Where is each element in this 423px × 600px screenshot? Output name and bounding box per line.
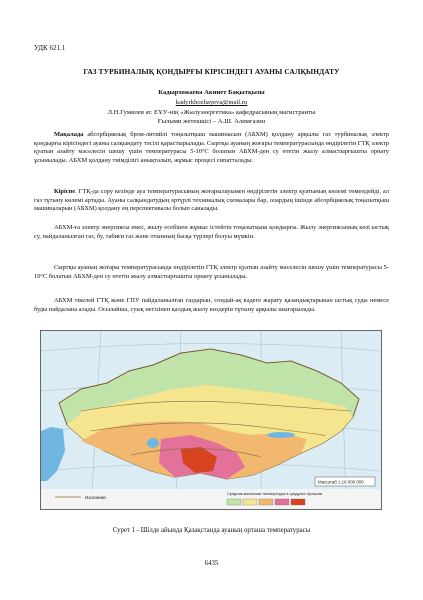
swatch-very-hot: [291, 499, 305, 505]
legend-title: Средняя месячная температура в градусах Цельсия: [227, 491, 323, 496]
body-paragraph-4: Сыртқы ауаның жоғары температурасында өндірілетін ГТҚ электр қуатын азайту мәселесін шешу үшін температурасы 5-10°С болатын АБХМ-ден су өтетін жылу алмастырғышты орнату ұсынылады.: [34, 264, 389, 280]
abstract-text: абсорбциялық бром-литийлі тоңазытқыш машинасын (АБХМ) қолдану арқылы газ турбиналық электр қондырғы кірісіндегі ауаны салқындату тәсілі қарастырылады. Сыртқы ауаның жоғары температурасында өндірілетін ГТҚ электр қуатын азайту мәселесін шешу үшін температурасы 5-10°С болатын АБХМ-ден су өтетін жылу алмастырғышты орнату ұсынылады. АБХМ қолдану тиімділігі анықталып, жұмыс процесі сипатталады.: [34, 131, 389, 165]
body-paragraph-5: АБХМ тікелей ГТҚ және ГПУ пайдаланылған газдарын, сондай-ақ кәдеге жарату қазандықтарынан ыстық суды немесе буды пайдалана алады. Осылайша, суық негізінен қалдық жылу көздерін тұтыну арқылы шығарылады.: [34, 297, 389, 313]
page-number: 6435: [204, 560, 219, 567]
scientific-advisor: Ғылыми жетекшісі – А.Ш. Алимгазин: [157, 118, 266, 125]
author-affiliation: Л.Н.Гумилев ат. ЕҰУ-нің «Жылуэнергетика» кафедрасының магистранты: [107, 109, 316, 116]
legend-swatches: [227, 499, 305, 505]
lake-balkhash: [267, 432, 295, 438]
legend-isolines-label: Изолинии: [85, 495, 106, 500]
caspian-sea: [41, 427, 65, 481]
swatch-cold: [227, 499, 241, 505]
abstract-lead: Мақалада: [54, 131, 84, 138]
swatch-hot: [275, 499, 289, 505]
udk-code: УДК 621.1: [34, 44, 66, 52]
temperature-map: [40, 330, 382, 510]
paper-title: ГАЗ ТУРБИНАЛЫҚ ҚОНДЫРҒЫ КІРІСІНДЕГІ АУАНЫ САЛҚЫНДАТУ: [83, 67, 340, 76]
author-email[interactable]: kadyrkhozhayeva@mail.ru: [175, 99, 248, 106]
figure-caption: Сурет 1 - Шілде айында Қазақстанда ауаның орташа температурасы: [112, 527, 311, 534]
swatch-warm: [259, 499, 273, 505]
author-name: Кадырхожаева Акниет Бақытқызы: [158, 89, 265, 96]
intro-lead: Кіріспе: [54, 188, 76, 195]
swatch-mild: [243, 499, 257, 505]
aral-sea: [147, 438, 159, 448]
intro-paragraph: [34, 188, 389, 214]
intro-text: . ГТҚ-да сору кезінде ауа температурасының жоғарылауымен өндірілетін электр қуатының көлемі төмендейді, ал газ тұтыну көлемі артады. Ауаны салқындатудың әртүрлі техникалық схемалары бар, олардың ішінде абсорбциялық тоңазытқыш машиналарын (АБХМ) қолдану ең перспективалы болып саналады.: [34, 188, 389, 213]
kazakhstan-map-graphic: [41, 331, 381, 509]
body-paragraph-3: АБХМ-ға электр энергиясы емес, жылу есебінен жұмыс істейтін тоңазытқыш қондырғы. Жылу энергиясының көзі ыстық су, пайдаланылған газ, бу, табиғи газ және отынның басқа түрлері болуы мүмкін.: [34, 224, 389, 240]
map-scale: Масштаб 1:18 000 000: [318, 479, 364, 485]
abstract-paragraph: [34, 131, 389, 166]
